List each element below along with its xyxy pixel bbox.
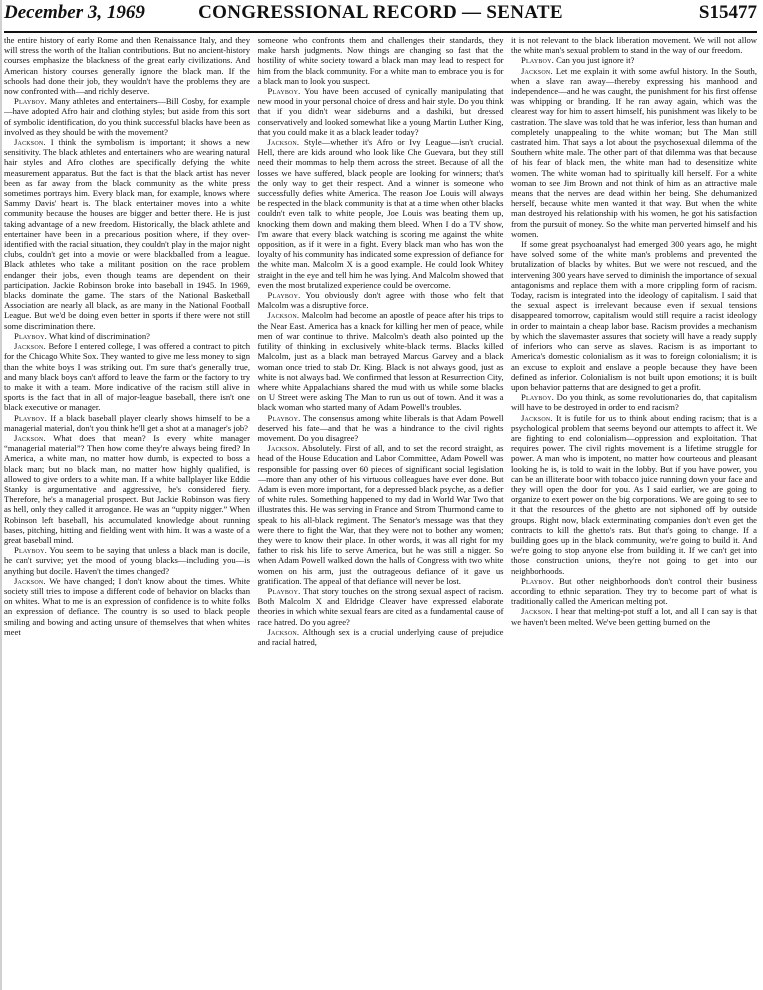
speaker-label: Jackson. xyxy=(521,412,553,423)
paragraph xyxy=(4,341,250,412)
speaker-label: Playboy. xyxy=(521,55,554,66)
scan-margin-edge xyxy=(0,0,2,990)
header-page-number: S15477 xyxy=(698,2,757,23)
paragraph-text: Style—whether it's Afro or Ivy League—isn't crucial. Hell, there are kids around who look like Che Guevara, but they still need their mommas to help them across the street. Because of all the losses we have suffered, black people are looking for winners; that's the only way to get their respect. And a winner is someone who successfully defies white America. The reason Joe Louis will always be respected in the black community is that at a time when other blacks couldn't even talk to white people, Joe Louis was beating them up, knocking them down and making them bleed. When I do a TV show, I'm aware that every black watching is scoring me against the white opposition, as if it were in a fight. Every black man who has won the loyalty of his community has indicated some expression of defiance for the white man. Malcolm X is a good example. He could look Whitey straight in the eye and tell him he was lying. And Malcolm showed that even the most brutalized experience could be overcome. xyxy=(257,137,504,290)
speaker-label: Jackson. xyxy=(267,310,300,321)
paragraph-text: Let me explain it with some awful history. In the South, when a slave ran away—thereby expressing his manhood and independence—and he was caught, the punishment for his first offense was whipping or branding. If he ran away again, which was the clearest way for him to assert himself, his punishment was likely to be castration. The slave was told that he was inferior, less than human and completely unappealing to the white woman; but The Man still castrated him. That says a lot about the psychosexual dilemma of the Southern white male. The other part of that dilemma was that because of his fear of black men, the white man had to desensitize white women. The white woman had to spiritually kill herself. For a white woman to see Jim Brown and not think of him as an attractive male means that the nerves are dead within her being. She dehumanized herself, because white men wanted it that way. But when the white man destroyed his relationship with his women, he got his satisfaction from the pursuit of money. So the white man perverted himself and his women. xyxy=(511,65,757,239)
speaker-label: Playboy. xyxy=(14,96,47,107)
paragraph-text: Can you just ignore it? xyxy=(556,55,635,66)
paragraph-text: That story touches on the strong sexual aspect of racism. Both Malcolm X and Eldridge Cleaver have expressed elaborate theories in which white sexual fears are cited as a fundamental cause of race hatred. Do you agree? xyxy=(257,585,504,627)
paragraph xyxy=(258,290,504,310)
paragraph xyxy=(4,96,250,137)
text-column-3 xyxy=(511,35,757,987)
paragraph xyxy=(4,413,250,433)
speaker-label: Jackson. xyxy=(267,137,300,148)
paragraph-text: the entire history of early Rome and then Renaissance Italy, and they will stress the worth of the Italian contributions. But no ancient-history courses emphasize the blackness of the great early civilizations. And American history courses generally ignore the black man. If the schools had done their job, they wouldn't have the problems they are now confronted with—and richly deserve. xyxy=(4,35,250,97)
header-title: CONGRESSIONAL RECORD — SENATE xyxy=(198,2,563,23)
paragraph xyxy=(4,35,250,96)
paragraph xyxy=(4,576,250,637)
text-column-1 xyxy=(4,35,250,987)
paragraph xyxy=(511,576,757,607)
speaker-label: Jackson. xyxy=(267,443,300,454)
speaker-label: Jackson. xyxy=(14,137,46,148)
paragraph xyxy=(511,239,757,392)
paragraph-text: If a black baseball player clearly shows himself to be a managerial material, don't you think he'll get a shot at a manager's job? xyxy=(4,412,250,433)
paragraph-text: But other neighborhoods don't control their business according to ethnic separation. They try to become part of what is traditionally called the American melting pot. xyxy=(511,575,757,607)
speaker-label: Jackson. xyxy=(14,341,46,352)
paragraph-text: Many athletes and entertainers—Bill Cosby, for example—have adopted Afro hair and clothing styles; but aside from this sort of symbolic identification, do you think successful blacks have been as involved as they should be with the movement? xyxy=(4,96,250,137)
speaker-label: Playboy. xyxy=(14,412,47,423)
paragraph xyxy=(511,55,757,65)
paragraph xyxy=(258,627,504,647)
paragraph-text: What does that mean? Is every white manager “managerial material”? Then how come they're always being fired? In America, a white man, no matter how dumb, is expected to boss a black man; but no black man, no matter how highly qualified, is allowed to give orders to a white man. If a white ballplayer like Eddie Stanky is argumentative and aggressive, he's considered fiery. Therefore, he's a managerial prospect. But Jackie Robinson was fiery as hell, only they called it arrogance. He was an “uppity nigger.” When Robinson left baseball, his accumulated knowledge about running bases, pitching, hitting and fielding went with him. It was a waste of a great baseball mind. xyxy=(4,432,250,545)
paragraph-text: What kind of discrimination? xyxy=(48,330,150,341)
paragraph-text: it is not relevant to the black liberation movement. We will not allow the white man's sexual problem to stand in the way of our freedom. xyxy=(511,35,757,56)
paragraph-text: Although sex is a crucial underlying cause of prejudice and racial hatred, xyxy=(257,626,504,647)
paragraph-text: Do you think, as some revolutionaries do, that capitalism will have to be destroyed in order to end racism? xyxy=(511,392,757,413)
paragraph-text: I think the symbolism is important; it shows a new sensitivity. The black athletes and entertainers who are wearing natural hair styles and Afro clothes are specifically defying the white measurement apparatus. But the fact is that the black artist has never been as far away from the black community as the white press sometimes portrays him. Every black man, for example, knows where Sammy Davis' heart is. The black entertainer moves into a white community because the houses are bigger and better there. He is just taking advantage of a new freedom. Historically, the black athlete and entertainer have been in a precarious position where, if they over-identified with the racial situation, they couldn't play in the major night clubs, couldn't get into a movie or were blackballed from a league. Black athletes who take a militant position on the race problem endanger their jobs, even though teams are dependent on their participation. Jackie Robinson broke into baseball in 1945. In 1969, blacks dominate the game. The stars of the National Basketball Association are nearly all black, as are many in the National Football League. But we'd be doing even better in sports if there were not still some discrimination there. xyxy=(4,137,250,331)
paragraph-text: Malcolm had become an apostle of peace after his trips to the Near East. America has a knack for killing her men of peace, while men of war continue to thrive. Malcolm's death also pointed up the futility of thinking in exclusively white-black terms. Blacks killed Malcolm, just as a black man betrayed Marcus Garvey and a black woman once tried to stab Dr. King. Black is not always good, just as white is not always bad. We confirmed that lesson at Resurrection City, where white Appalachians shared the mud with us while some blacks on U Street were asking The Man to run us out of town. And it was a black woman who started many of Adam Powell's troubles. xyxy=(257,310,504,413)
speaker-label: Playboy. xyxy=(14,330,47,341)
paragraph-text: The consensus among white liberals is that Adam Powell deserved his fate—and that he was a hindrance to the civil rights movement. Do you disagree? xyxy=(257,412,504,443)
paragraph-text: You have been accused of cynically manipulating that new mood in your personal choice of dress and hair style. Do you think that if you didn't wear sideburns and a dashiki, but dressed conservatively and looked somewhat like a young Martin Luther King, that you could make it as a black leader today? xyxy=(257,86,504,137)
paragraph xyxy=(258,586,504,627)
speaker-label: Jackson. xyxy=(521,65,553,76)
speaker-label: Jackson. xyxy=(267,626,300,637)
paragraph xyxy=(511,606,757,626)
paragraph-text: We have changed; I don't know about the times. White society still tries to impose a different code of behavior on blacks than on whites. What to me is an expression of confidence is to white folks an expression of defiance. The country is so used to black people smiling and bowing and acting unsure of themselves that when whites meet xyxy=(4,575,250,637)
paragraph xyxy=(258,310,504,412)
paragraph xyxy=(511,35,757,55)
paragraph xyxy=(258,413,504,444)
text-columns xyxy=(4,35,757,987)
speaker-label: Jackson. xyxy=(14,432,46,443)
paragraph-text: Absolutely. First of all, and to set the record straight, as head of the House Education and Labor Committee, Adam Powell was responsible for passing over 60 pieces of significant social legislation—more than any other of his virtuous colleagues have ever done. But Adam is even more important, for a depressed black psyche, as a defier of white rules. Something happened to my dad in World War Two that illustrates this. He was serving in France and Strom Thurmond came to speak to his all-black regiment. The Senator's message was that they were there to fight the War, that they were not to bother any women; they were to know their place. In other words, it was all right for my father to risk his life to serve America, but he was still a nigger. So when Adam Powell walked down the halls of Congress with two white women on his arm, just the outrageous defiance of it gave us gratification. The appeal of that defiance will never be lost. xyxy=(257,443,504,586)
paragraph xyxy=(4,433,250,545)
paragraph xyxy=(258,35,504,86)
paragraph-text: If some great psychoanalyst had emerged 300 years ago, he might have solved some of the white man's problems and prevented the brutalization of blacks by whites. But we were not rescued, and the intervening 300 years have served to diminish the importance of sexual antagonisms and replace them with a more crippling form of racism. Today, racism is integrated into the ideology of capitalism. I said that the sexual aspect is irrelevant because even if sexual tensions disappeared tomorrow, capitalism would still require a racist ideology in order to maintain a cheap labor base. Racism provides a mechanism by which the slavemaster assures that society will have a ready supply of inferiors who can serve as slaves. Racism is as important to America's domestic colonialism as it was to foreign colonialism; it is an excuse to exploit and enslave a people because they have been defined as inferior. Colonialism is not built upon emotions; it is built upon behavior patterns that are designed to get a profit. xyxy=(511,239,757,392)
paragraph xyxy=(258,443,504,586)
paragraph xyxy=(511,413,757,576)
paragraph-text: You obviously don't agree with those who felt that Malcolm was a disruptive force. xyxy=(257,290,504,311)
speaker-label: Playboy. xyxy=(267,86,301,97)
paragraph xyxy=(4,545,250,576)
text-column-2 xyxy=(258,35,504,987)
page-header xyxy=(4,0,757,30)
paragraph xyxy=(258,86,504,137)
paragraph xyxy=(4,331,250,341)
speaker-label: Jackson. xyxy=(521,606,553,617)
paragraph xyxy=(511,392,757,412)
header-date: December 3, 1969 xyxy=(4,2,145,23)
paragraph-text: You seem to be saying that unless a black man is docile, he can't survive; yet the mood of young blacks—including you—is anything but docile. Haven't the times changed? xyxy=(4,545,250,576)
paragraph-text: I hear that melting-pot stuff a lot, and all I can say is that we haven't been melted. We've been getting burned on the xyxy=(511,606,757,627)
speaker-label: Jackson. xyxy=(14,575,46,586)
speaker-label: Playboy. xyxy=(14,545,47,556)
speaker-label: Playboy. xyxy=(267,290,301,301)
paragraph xyxy=(4,137,250,331)
speaker-label: Playboy. xyxy=(521,392,554,403)
paragraph-text: It is futile for us to think about ending racism; that is a psychological problem that seems beyond our attempts to affect it. We are fighting to end colonialism—oppression and exploitation. That requires power. The civil rights movement is a lifetime struggle for power. A man who is impotent, no matter how courteous and pleasant looking he is, is told to wait in the lobby. But if you have power, you can be an illiterate boor with tobacco juice running down your face and they will open the door for you. As I said earlier, we are going to organize to exert power on the big corporations. We are going to see to it that the resources of the ghetto are not siphoned off by outside groups. Right now, black exterminating companies don't even get the contracts to kill the ghetto's rats. But that's going to change. If a building goes up in the black community, we're going to build it. And we're going to stop anyone else from building it. If we can't get into those construction unions, they're not going to get into our neighborhoods. xyxy=(511,412,757,576)
paragraph-text: someone who confronts them and challenges their standards, they make harsh judgments. Now things are changing so fast that the hostility of white society toward a black man may lead to respect for him from the black community. For a white man to embrace you is for a black man to look you suspect. xyxy=(257,35,504,86)
speaker-label: Playboy. xyxy=(521,575,554,586)
paragraph-text: Before I entered college, I was offered a contract to pitch for the Chicago White Sox. They wanted to give me less money to sign than the white boys I was striking out. I'm sure that's generally true, and many black boys can't afford to leave the farm or the factory to try to make it with a team. More indicative of the racism still alive in sports is the fact that in all of major-league baseball, there isn't one black executive or manager. xyxy=(4,341,250,413)
speaker-label: Playboy. xyxy=(267,412,301,423)
header-rule xyxy=(4,31,757,33)
speaker-label: Playboy. xyxy=(267,585,301,596)
paragraph xyxy=(511,66,757,239)
paragraph xyxy=(258,137,504,290)
